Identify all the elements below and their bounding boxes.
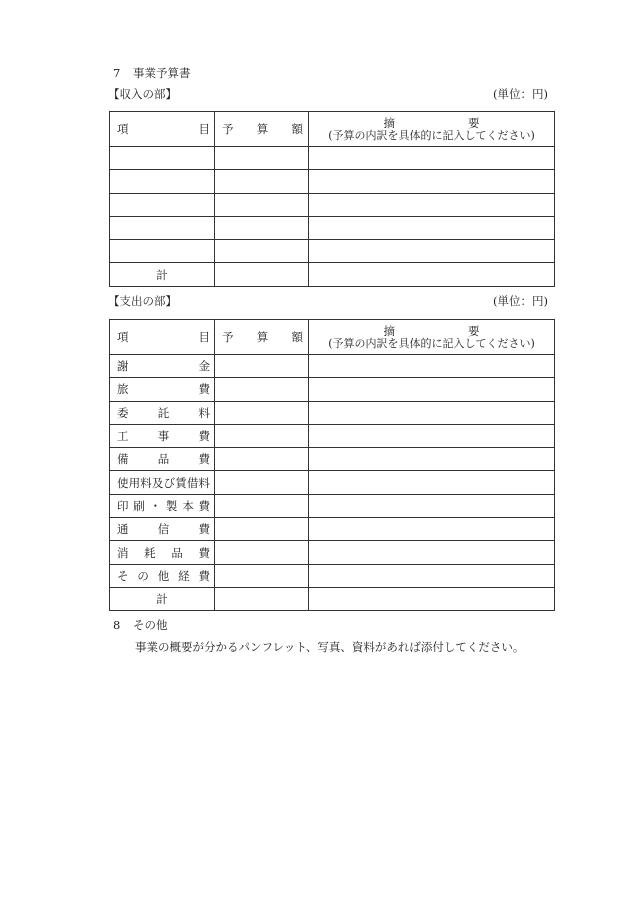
section-8-title: その他 (133, 618, 168, 632)
label-character: 使 (117, 475, 129, 490)
label-character: 耗 (144, 545, 156, 560)
item-cell (110, 193, 215, 216)
amount-cell (215, 401, 309, 424)
amount-cell (215, 263, 309, 286)
table-row (110, 587, 555, 610)
amount-header-label (215, 330, 308, 344)
summary-cell (309, 263, 555, 286)
label-character: 料 (140, 475, 152, 490)
label-character: 費 (198, 429, 210, 444)
label-character: 旅 (117, 382, 129, 397)
row-label: 計 (156, 592, 168, 607)
label-character: 費 (198, 498, 210, 513)
amount-cell (215, 518, 309, 541)
row-label (110, 522, 214, 536)
label-character: 要 (468, 323, 480, 338)
income-heading: 【収入の部】 (108, 87, 177, 101)
income-table (109, 111, 555, 287)
table-row (110, 240, 555, 263)
item-cell (110, 518, 215, 541)
row-label (110, 499, 214, 513)
label-character: 通 (117, 522, 129, 537)
label-character: 料 (198, 475, 210, 490)
label-character: 摘 (383, 323, 395, 338)
label-character: 摘 (383, 115, 395, 130)
row-label (110, 452, 214, 466)
label-character: 工 (117, 429, 129, 444)
label-character: 謝 (117, 359, 129, 374)
amount-cell (215, 193, 309, 216)
item-header-label (110, 122, 214, 136)
amount-cell (215, 170, 309, 193)
summary-cell (309, 564, 555, 587)
label-character: 額 (291, 122, 303, 136)
item-cell (110, 587, 215, 610)
summary-cell (309, 541, 555, 564)
table-row (110, 518, 555, 541)
label-character: 費 (198, 452, 210, 467)
summary-cell (309, 170, 555, 193)
item-cell (110, 494, 215, 517)
item-cell (110, 378, 215, 401)
label-character: 賃 (175, 475, 187, 490)
label-character: 刷 (133, 498, 145, 513)
label-character: 算 (256, 330, 269, 344)
table-row (110, 263, 555, 286)
summary-cell (309, 494, 555, 517)
table-row (110, 147, 555, 170)
summary-cell (309, 424, 555, 447)
label-character: 借 (186, 475, 199, 490)
summary-header-note: (予算の内訳を具体的に記入してください) (328, 336, 535, 350)
label-character: び (163, 475, 176, 490)
item-header-label (110, 330, 214, 344)
summary-cell (309, 448, 555, 471)
summary-cell (309, 240, 555, 263)
summary-cell (309, 587, 555, 610)
label-character: 額 (291, 330, 303, 344)
label-character: 品 (171, 545, 183, 560)
table-row (110, 170, 555, 193)
amount-cell (215, 494, 309, 517)
row-label (110, 406, 214, 420)
item-cell (110, 564, 215, 587)
label-character: 費 (198, 568, 210, 583)
label-character: 金 (198, 359, 210, 374)
summary-cell (309, 147, 555, 170)
label-character: 用 (128, 475, 141, 490)
item-cell (110, 448, 215, 471)
item-cell (110, 216, 215, 239)
label-character: 項 (117, 122, 129, 136)
expense-heading: 【支出の部】 (108, 294, 177, 308)
item-cell (110, 240, 215, 263)
row-label (110, 382, 214, 396)
summary-cell (309, 378, 555, 401)
amount-cell (215, 378, 309, 401)
label-character: 品 (157, 452, 170, 467)
section-8-number: 8 (113, 618, 121, 632)
amount-header-label (215, 122, 308, 136)
income-unit-label: (単位：円) (493, 87, 548, 101)
label-character: 項 (117, 330, 129, 344)
table-row (110, 401, 555, 424)
label-character: 本 (182, 498, 194, 513)
label-character: 備 (117, 452, 129, 467)
label-character: 料 (198, 405, 210, 420)
amount-cell (215, 587, 309, 610)
label-character: 他 (157, 568, 170, 583)
summary-header-label (384, 117, 480, 129)
expense-unit-label: (単位：円) (493, 294, 548, 308)
item-header (110, 112, 215, 147)
label-character: ・ (149, 498, 162, 513)
label-character: 信 (157, 522, 170, 537)
label-character: 及 (151, 475, 164, 490)
label-character: 目 (198, 330, 210, 344)
table-row (110, 541, 555, 564)
amount-cell (215, 471, 309, 494)
section-7-title: 事業予算書 (133, 66, 191, 80)
section-8-body: 事業の概要が分かるパンフレット、写真、資料があれば添付してください。 (135, 640, 525, 654)
summary-cell (309, 518, 555, 541)
label-character: 算 (256, 122, 269, 136)
expense-table (109, 319, 555, 611)
label-character: 事 (157, 429, 170, 444)
table-row (110, 424, 555, 447)
amount-cell (215, 240, 309, 263)
table-row (110, 564, 555, 587)
item-cell (110, 401, 215, 424)
item-cell (110, 424, 215, 447)
label-character: 製 (165, 498, 178, 513)
table-header-row (110, 112, 555, 147)
summary-cell (309, 401, 555, 424)
table-row (110, 494, 555, 517)
row-label (110, 359, 214, 373)
table-row (110, 216, 555, 239)
amount-cell (215, 424, 309, 447)
row-label (110, 546, 214, 560)
item-cell (110, 147, 215, 170)
table-row (110, 471, 555, 494)
summary-cell (309, 216, 555, 239)
summary-cell (309, 355, 555, 378)
summary-header (309, 320, 555, 355)
summary-header-note: (予算の内訳を具体的に記入してください) (328, 128, 535, 142)
item-header (110, 320, 215, 355)
amount-header (215, 112, 309, 147)
label-character: 予 (222, 330, 234, 344)
label-character: 予 (222, 122, 234, 136)
table-row (110, 448, 555, 471)
row-label: 計 (156, 267, 168, 282)
row-label (110, 476, 214, 490)
amount-cell (215, 355, 309, 378)
amount-cell (215, 147, 309, 170)
amount-cell (215, 216, 309, 239)
label-character: 費 (198, 382, 210, 397)
label-character: の (137, 568, 149, 583)
row-label (110, 429, 214, 443)
income-table-body (110, 147, 555, 287)
label-character: 消 (117, 545, 129, 560)
label-character: 費 (198, 522, 210, 537)
item-cell (110, 170, 215, 193)
label-character: 印 (117, 498, 129, 513)
table-row (110, 193, 555, 216)
item-cell (110, 263, 215, 286)
label-character: 費 (198, 545, 210, 560)
amount-cell (215, 448, 309, 471)
table-row (110, 355, 555, 378)
table-header-row (110, 320, 555, 355)
amount-cell (215, 541, 309, 564)
label-character: 経 (178, 568, 190, 583)
summary-cell (309, 193, 555, 216)
row-label (110, 569, 214, 583)
label-character: 目 (198, 122, 210, 136)
expense-table-body (110, 355, 555, 611)
summary-cell (309, 471, 555, 494)
summary-header (309, 112, 555, 147)
label-character: 要 (468, 115, 480, 130)
label-character: そ (117, 568, 129, 583)
label-character: 委 (117, 405, 129, 420)
amount-cell (215, 564, 309, 587)
item-cell (110, 541, 215, 564)
amount-header (215, 320, 309, 355)
table-row (110, 378, 555, 401)
label-character: 託 (157, 405, 170, 420)
item-cell (110, 355, 215, 378)
item-cell (110, 471, 215, 494)
summary-header-label (384, 325, 480, 337)
section-7-number: 7 (113, 66, 121, 80)
